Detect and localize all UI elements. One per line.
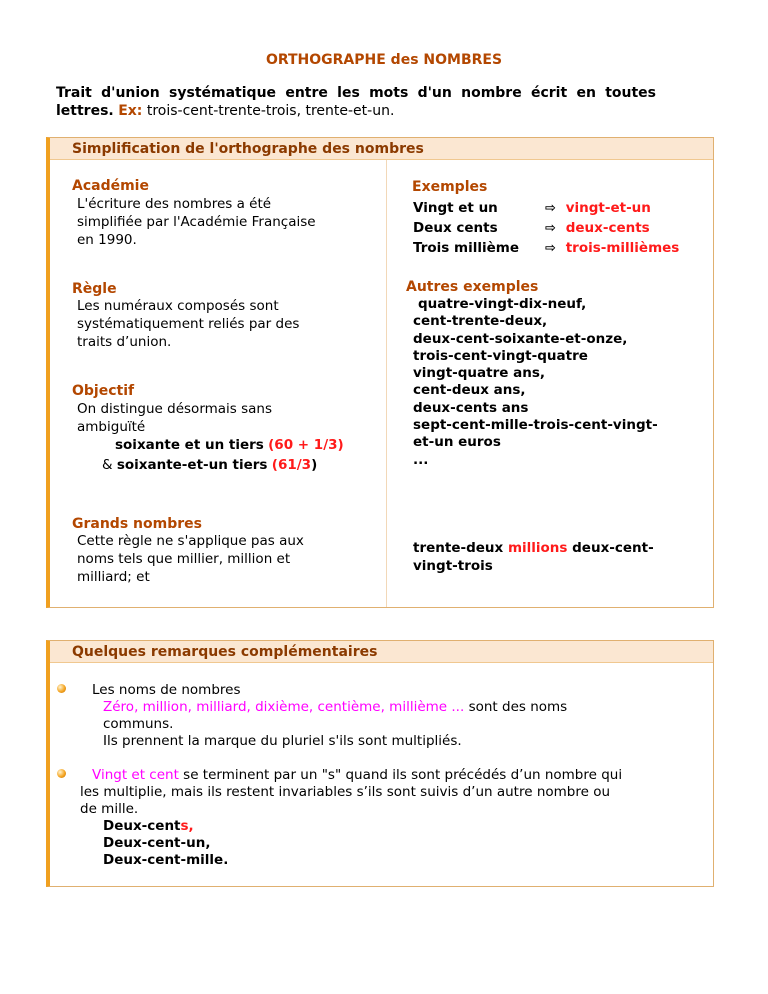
remark-2-line2: les multiplie, mais ils restent invariables s’ils sont suivis d’un autre nombre ou xyxy=(80,784,611,800)
academie-label: Académie xyxy=(72,178,149,194)
regle-line: systématiquement reliés par des xyxy=(77,316,300,332)
autre-exemple: et-un euros xyxy=(413,434,501,451)
remark-2-rest: se terminent par un "s" quand ils sont précédés d’un nombre qui xyxy=(183,767,623,783)
remark-1-line1: Les noms de nombres xyxy=(92,682,241,698)
remark-1-line3: communs. xyxy=(103,716,174,732)
autre-exemple: vingt-quatre ans, xyxy=(413,365,545,382)
simplification-heading: Simplification de l'orthographe des nombres xyxy=(50,138,713,160)
exemple-to: vingt-et-un xyxy=(565,200,651,216)
regle-label: Règle xyxy=(72,281,117,297)
intro-examples: trois-cent-trente-trois, trente-et-un. xyxy=(146,103,395,119)
academie-line: en 1990. xyxy=(77,232,137,248)
case2-value-close: ) xyxy=(311,457,318,473)
exemple-row xyxy=(413,218,650,238)
grands-nombres-text xyxy=(77,532,304,586)
case1-value: (60 + 1/3) xyxy=(268,437,344,453)
objectif-case-2 xyxy=(102,456,317,474)
remarques-heading: Quelques remarques complémentaires xyxy=(50,641,713,663)
remark-1-line4: Ils prennent la marque du pluriel s'ils sont multipliés. xyxy=(103,733,462,749)
remark-1-list-after: sont des noms xyxy=(468,699,568,715)
regle-text xyxy=(77,297,299,351)
grands-line: Cette règle ne s'applique pas aux xyxy=(77,533,304,549)
bullet-icon xyxy=(57,769,66,778)
arrow-right-icon: ⇨ xyxy=(545,241,556,256)
bullet-icon xyxy=(57,684,66,693)
millions-line2: vingt-trois xyxy=(413,558,493,574)
autre-exemple: quatre-vingt-dix-neuf, xyxy=(418,296,587,312)
exemple-from: Trois millième xyxy=(413,240,519,256)
millions-example xyxy=(413,539,654,575)
intro-paragraph xyxy=(56,84,656,120)
academie-line: simplifiée par l'Académie Française xyxy=(77,214,316,230)
case2-text: soixante-et-un tiers xyxy=(116,457,268,473)
remark-2-example-2: Deux-cent-un, xyxy=(103,835,211,851)
exemple-row xyxy=(413,198,651,218)
remark-2-line3: de mille. xyxy=(80,801,139,817)
autres-exemples-label: Autres exemples xyxy=(406,279,539,295)
remark-2-example-1 xyxy=(103,817,194,835)
grands-line: noms tels que millier, million et xyxy=(77,551,291,567)
intro-rule: Trait d'union systématique entre les mots d'un nombre écrit en toutes lettres. xyxy=(56,85,656,119)
remark-2-line1 xyxy=(92,766,622,784)
academie-line: L'écriture des nombres a été xyxy=(77,196,272,212)
autre-exemple: ... xyxy=(413,451,429,468)
case2-value: (61/3 xyxy=(271,457,312,473)
regle-line: Les numéraux composés sont xyxy=(77,298,279,314)
exemple-row xyxy=(413,238,680,258)
remark-1-line2 xyxy=(103,698,567,716)
case2-prefix: & xyxy=(102,457,113,473)
autre-exemple: deux-cent-soixante-et-onze, xyxy=(413,330,628,347)
autre-exemple: sept-cent-mille-trois-cent-vingt- xyxy=(413,417,658,434)
column-divider xyxy=(386,160,387,607)
objectif-line: ambiguïté xyxy=(77,419,146,435)
grands-nombres-label: Grands nombres xyxy=(72,516,202,532)
remark-2-example-3: Deux-cent-mille. xyxy=(103,852,229,868)
example-1-suffix: s, xyxy=(180,818,194,834)
millions-highlight: millions xyxy=(507,540,568,556)
intro-ex-label: Ex: xyxy=(118,103,143,119)
autre-exemple: deux-cents ans xyxy=(413,399,529,416)
arrow-right-icon: ⇨ xyxy=(545,221,556,236)
exemples-label: Exemples xyxy=(412,179,488,195)
exemple-from: Deux cents xyxy=(413,220,498,236)
objectif-label: Objectif xyxy=(72,383,135,399)
autre-exemple: cent-deux ans, xyxy=(413,382,526,399)
page-title: ORTHOGRAPHE des NOMBRES xyxy=(265,52,503,68)
example-1-base: Deux-cent xyxy=(103,818,181,834)
exemple-to: deux-cents xyxy=(565,220,650,236)
exemples-table xyxy=(413,198,680,258)
objectif-text xyxy=(77,400,272,436)
millions-before: trente-deux xyxy=(413,540,504,556)
autre-exemple: trois-cent-vingt-quatre xyxy=(413,347,588,364)
remark-2-highlight: Vingt et cent xyxy=(92,767,179,783)
remark-1-list: Zéro, million, milliard, dixième, centième, millième ... xyxy=(103,699,465,715)
objectif-line: On distingue désormais sans xyxy=(77,401,273,417)
autres-exemples-list xyxy=(413,296,658,469)
autre-exemple: cent-trente-deux, xyxy=(413,313,548,330)
grands-line: milliard; et xyxy=(77,569,150,585)
exemple-from: Vingt et un xyxy=(413,200,498,216)
exemple-to: trois-millièmes xyxy=(565,240,680,256)
case1-text: soixante et un tiers xyxy=(115,437,264,453)
objectif-case-1 xyxy=(115,436,344,454)
millions-after: deux-cent- xyxy=(572,540,654,556)
arrow-right-icon: ⇨ xyxy=(545,201,556,216)
regle-line: traits d’union. xyxy=(77,334,172,350)
academie-text xyxy=(77,195,316,249)
